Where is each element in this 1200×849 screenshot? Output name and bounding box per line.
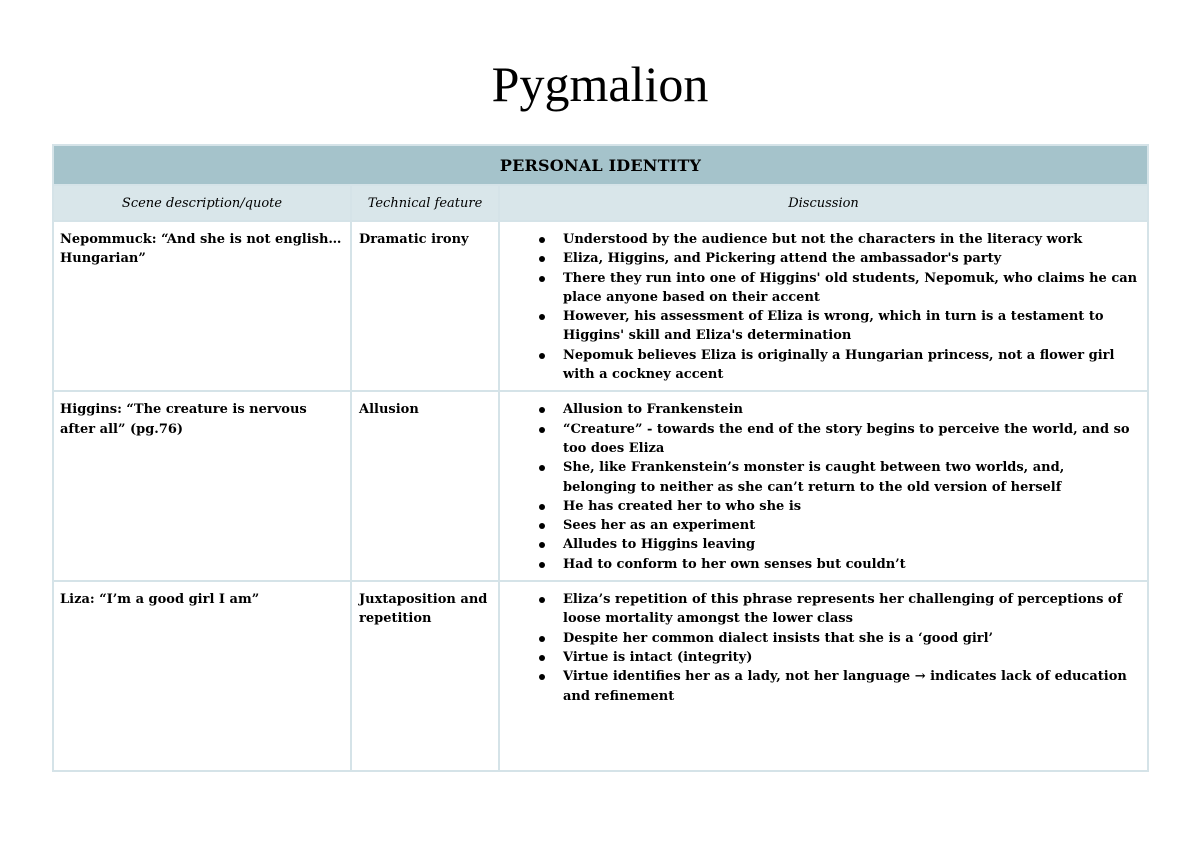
list-item: Allusion to Frankenstein	[563, 400, 1141, 419]
list-item: However, his assessment of Eliza is wrong, which in turn is a testament to Higgins' skill and Eliza's determination	[563, 307, 1141, 346]
section-header-row	[53, 145, 1148, 185]
document-title: Pygmalion	[491, 56, 709, 112]
list-item: Nepomuk believes Eliza is originally a Hungarian princess, not a flower girl with a cockney accent	[563, 346, 1141, 385]
feature-cell: Allusion	[351, 391, 499, 581]
section-title: PERSONAL IDENTITY	[53, 145, 1148, 185]
analysis-table	[52, 144, 1149, 772]
feature-cell: Dramatic irony	[351, 221, 499, 391]
list-item: Virtue identifies her as a lady, not her language → indicates lack of education and refinement	[563, 667, 1141, 706]
list-item: Sees her as an experiment	[563, 516, 1141, 535]
list-item: Understood by the audience but not the characters in the literacy work	[563, 230, 1141, 249]
discussion-cell	[499, 221, 1148, 391]
list-item: There they run into one of Higgins' old students, Nepomuk, who claims he can place anyone based on their accent	[563, 269, 1141, 308]
list-item: Eliza’s repetition of this phrase represents her challenging of perceptions of loose mortality amongst the lower class	[563, 590, 1141, 629]
list-item: He has created her to who she is	[563, 497, 1141, 516]
quote-cell: Liza: “I’m a good girl I am”	[53, 581, 351, 771]
table-row	[53, 391, 1148, 581]
list-item: She, like Frankenstein’s monster is caught between two worlds, and, belonging to neither as she can’t return to the old version of herself	[563, 458, 1141, 497]
column-header-discussion: Discussion	[499, 185, 1148, 221]
quote-cell: Higgins: “The creature is nervous after all” (pg.76)	[53, 391, 351, 581]
discussion-cell	[499, 581, 1148, 771]
list-item: Had to conform to her own senses but couldn’t	[563, 555, 1141, 574]
column-header-row	[53, 185, 1148, 221]
list-item: Virtue is intact (integrity)	[563, 648, 1141, 667]
list-item: “Creature” - towards the end of the story begins to perceive the world, and so too does Eliza	[563, 420, 1141, 459]
list-item: Eliza, Higgins, and Pickering attend the ambassador's party	[563, 249, 1141, 268]
table-row	[53, 221, 1148, 391]
feature-cell: Juxtaposition and repetition	[351, 581, 499, 771]
column-header-feature: Technical feature	[351, 185, 499, 221]
list-item: Despite her common dialect insists that she is a ‘good girl’	[563, 629, 1141, 648]
list-item: Alludes to Higgins leaving	[563, 535, 1141, 554]
discussion-list	[506, 590, 1141, 706]
column-header-quote: Scene description/quote	[53, 185, 351, 221]
quote-cell: Nepommuck: “And she is not english… Hungarian”	[53, 221, 351, 391]
table-row	[53, 581, 1148, 771]
discussion-cell	[499, 391, 1148, 581]
discussion-list	[506, 230, 1141, 384]
discussion-list	[506, 400, 1141, 574]
